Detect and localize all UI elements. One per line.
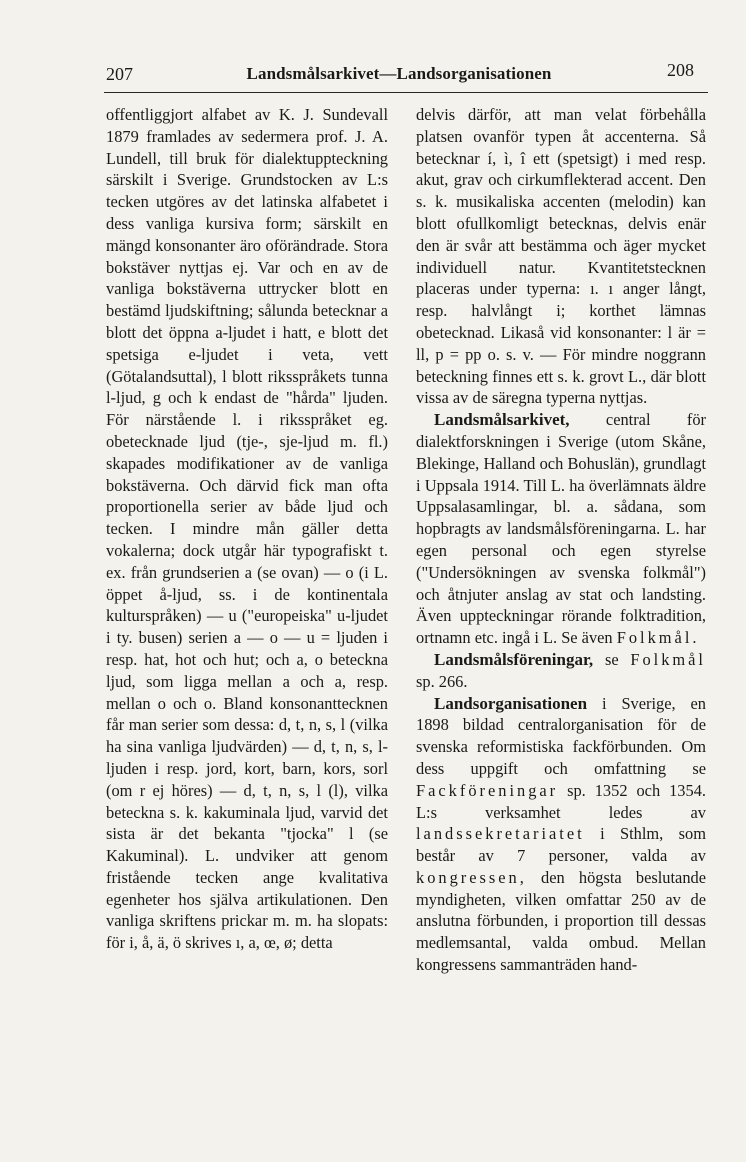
entry-landsmalsarkivet xyxy=(416,409,706,649)
entry-text-tail: sp. 266. xyxy=(416,671,468,691)
entry-text: den högsta beslutande myndigheten, vilken omfattar 250 av de anslutna förbunden, i proportion till dessas medlemsantal, valda ombud. Mellan kongressens sammanträden hand- xyxy=(416,867,706,975)
left-page-number: 207 xyxy=(106,64,133,84)
cross-reference: Folkmål. xyxy=(616,628,700,648)
entry-text: central för dialektforskningen i Sverige (utom Skåne, Blekinge, Halland och Bohuslän), grundlagt i Uppsala 1914. Till L. ha överlämnats äldre Uppsalasamlingar, bl. a. sådana, som hopbragts av landsmålsföreningarna. L. har egen personal och egen styrelse ("Undersökningen av svenska folkmål") och åtnjuter anslag av stat och landsting. Även uppteckningar rörande folktradition, ortnamn etc. ingå i L. Se även xyxy=(416,410,706,648)
right-column xyxy=(416,104,706,976)
entry-landsmalsforeningar xyxy=(416,649,706,693)
header-rule xyxy=(104,92,708,93)
entry-text: i Sverige, en 1898 bildad centralorganisation för de svenska reformistiska fackförbunden. Om dess uppgift och omfattning se xyxy=(416,693,706,778)
cross-reference: Folkmål xyxy=(630,649,706,669)
running-title: Landsmålsarkivet—Landsorganisationen xyxy=(246,64,552,83)
entry-text: i Sthlm, som består av 7 personer, valda av xyxy=(416,824,706,866)
running-head xyxy=(104,60,694,88)
cross-reference: kongressen, xyxy=(416,867,527,887)
entry-headword: Landsmålsarkivet, xyxy=(434,410,570,430)
cross-reference: landssekretariatet xyxy=(416,824,585,844)
cross-reference: Fackföreningar xyxy=(416,780,559,800)
left-column-text: offentliggjort alfabet av K. J. Sundevall 1879 framlades av sedermera prof. J. A. Lundell, till bruk för dialektuppteckning särskilt i Sverige. Grundstocken av L:s tecken utgöres av det latinska alfabetet i dess vanliga kursiva form; särskilt en mängd konsonanter äro oförändrade. Stora bokstäver nyttjas ej. Var och en av de vanliga bokstäverna uttrycker blott en bestämd ljudskiftning; sålunda betecknar a blott det öppna a-ljudet i hatt, e blott det spetsiga e-ljudet i veta, vett (Götalandsuttal), l blott riksspråkets tunna l-ljud, g och k endast de "hårda" ljuden. För närstående l. i riksspråket eg. obetecknade ljud (tje-, sje-ljud m. fl.) skapades modifikationer av de vanliga bokstäverna. Och därvid fick man ofta proportionella serier av både ljud och tecken. I mindre mån gäller detta vokalerna; dock utgår här typografiskt t. ex. från grundserien a (se ovan) — o (i L. öppet å-ljud, ss. i de kontinentala kulturspråken) — u ("europeiska" u-ljudet i ty. busen) serien a — o — u = ljuden i resp. hat, hot och hut; och a, o beteckna ljud, som ligga mellan a och a, resp. mellan o och o. Bland konsonanttecknen får man serier som dessa: d, t, n, s, l (vilka ha sina vanliga ljudvärden) — d, t, n, s, l-ljuden i resp. jord, kort, barn, kors, sorl (om r ej höres) — d, t, n, s, l (l), vilka beteckna s. k. kakuminala ljud, varvid det sista är det bekanta "tjocka" l (se Kakuminal). L. undviker att genom fristående tecken ange kvalitativa egenheter hos själva artikulationen. Den vanliga skriftens prickar m. m. ha slopats: för i, å, ä, ö skrives ı, a, œ, ø; detta xyxy=(106,105,388,953)
entry-text: sp. 1352 och 1354. L:s verksamhet ledes av xyxy=(416,780,706,822)
entry-headword: Landsorganisationen xyxy=(434,693,588,713)
left-column xyxy=(106,104,388,954)
entry-headword: Landsmålsföreningar, xyxy=(434,649,594,669)
entry-landsorganisationen xyxy=(416,693,706,976)
right-page-number: 208 xyxy=(667,60,694,80)
right-column-continuation: delvis därför, att man velat förbehålla platsen ovanför typen åt accenterna. Så betecknar í, ì, î ett (spetsigt) i med resp. akut, grav och cirkumflekterad accent. Den s. k. musikaliska accenten (melodin) kan blott ofullkomligt betecknas, delvis enär den är svår att bestämma och äger mycket individuell natur. Kvantitetstecknen placeras under typerna: ı. ı anger långt, resp. halvlångt i; korthet lämnas obetecknad. Likaså vid konsonanter: l är = ll, p = pp o. s. v. — För mindre noggrann beteckning finnes ett s. k. grovt L., där blott vissa av de säregna typerna nyttjas. xyxy=(416,105,706,408)
entry-text: se xyxy=(604,649,619,669)
